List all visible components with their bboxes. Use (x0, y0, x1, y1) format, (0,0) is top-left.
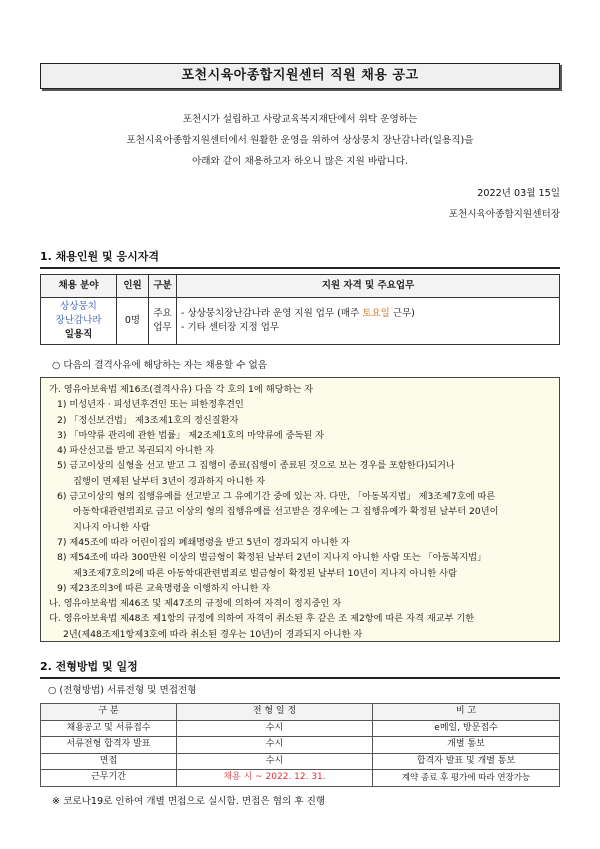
schedule-table (40, 703, 560, 787)
announcement-date: 2022년 03월 15일 (477, 188, 560, 199)
disqualification-note: ○ 다음의 결격사유에 해당하는 자는 채용할 수 없음 (52, 360, 268, 371)
disqualification-item: 8) 제54조에 따라 300만원 이상의 벌금형이 확정된 날부터 2년이 지나지 아니한 사람 또는 「아동복지법」 (57, 552, 487, 564)
header-qualification: 지원 자격 및 주요업무 (177, 275, 560, 298)
intro-line: 아래와 같이 채용하고자 하오니 많은 지원 바랍니다. (192, 156, 408, 167)
recruitment-table (40, 274, 560, 345)
duty-line (181, 307, 559, 321)
disqualification-item: 6) 금고이상의 형의 집행유예를 선고받고 그 유예기간 중에 있는 자. 다만, 「아동복지법」 제3조제7호에 따른 (57, 491, 496, 503)
duty-line: - 기타 센터장 지정 업무 (181, 322, 280, 333)
duty-cell (177, 298, 560, 345)
note-cell: 개별 통보 (373, 737, 560, 754)
header-schedule: 전 형 일 정 (177, 704, 373, 721)
disqualification-item: 집행이 면제된 날부터 3년이 경과하지 아니한 자 (73, 475, 265, 487)
schedule-cell: 수시 (177, 737, 373, 754)
category-line: 업무 (153, 322, 172, 333)
intro-paragraph (40, 109, 560, 172)
step-cell: 면접 (41, 753, 177, 770)
step-cell: 채용공고 및 서류접수 (41, 720, 177, 737)
note-cell: e메일, 방문접수 (373, 720, 560, 737)
disqualification-item: 5) 금고이상의 실형을 선고 받고 그 집행이 종료(집행이 종료된 것으로 보는 경우를 포함한다)되거나 (57, 460, 455, 472)
disqualification-item: 7) 제45조에 따라 어린이집의 폐쇄명령을 받고 5년이 경과되지 아니한 자 (57, 536, 350, 548)
disqualification-item: 2) 「정신보건법」 제3조제1호의 정신질환자 (57, 414, 239, 426)
disqualification-item: 4) 파산선고를 받고 복권되지 아니한 자 (57, 445, 215, 457)
header-note: 비 고 (373, 704, 560, 721)
table-header-row (41, 704, 560, 721)
disqualification-item: 다. 영유아보육법 제48조 제1항의 규정에 의하여 자격이 취소된 후 같은 조 제2항에 따른 자격 재교부 기한 (49, 613, 475, 625)
step-cell: 근무기간 (41, 770, 177, 787)
note-cell: 계약 종료 후 평가에 따라 연장가능 (373, 770, 560, 787)
table-row (41, 753, 560, 770)
duty1-suffix: 근무) (389, 308, 415, 320)
disqualification-item: 3) 「마약류 관리에 관한 법률」 제2조제1호의 마약류에 중독된 자 (57, 429, 324, 441)
disqualification-item: 가. 영유아보육법 제16조(결격사유) 다음 각 호의 1에 해당하는 자 (49, 384, 313, 395)
note-cell: 합격자 발표 및 개별 통보 (373, 753, 560, 770)
table-row (41, 737, 560, 754)
page-title (40, 63, 560, 89)
field-line: 상상뭉치 (60, 301, 97, 313)
disqualification-item: 지나지 아니한 사람 (73, 521, 150, 533)
category-line: 주요 (153, 308, 172, 320)
section2-heading: 2. 전형방법 및 일정 (40, 659, 560, 679)
step-cell: 서류전형 합격자 발표 (41, 737, 177, 754)
count-cell: 0명 (117, 298, 149, 345)
duty1-highlight: 토요일 (362, 308, 390, 320)
disqualification-item: 1) 미성년자 · 피성년후견인 또는 피한정후견인 (57, 399, 244, 411)
disqualification-item: 아동학대관련범죄로 금고 이상의 형의 집행유예를 선고받은 경우에는 그 집행유예가 확정된 날부터 20년이 (73, 506, 499, 518)
disqualification-item: 제3조제7호의2에 따른 아동학대관련범죄로 벌금형이 확정된 날부터 10년이 지나지 아니한 사람 (73, 567, 457, 579)
table-row (41, 720, 560, 737)
disqualification-box (40, 377, 560, 642)
footnote: ※ 코로나19로 인하여 개별 면접으로 실시함. 면접은 협의 후 진행 (52, 796, 326, 807)
header-category: 구분 (149, 275, 177, 298)
category-cell (149, 298, 177, 345)
table-row (41, 298, 560, 345)
table-header-row (41, 275, 560, 298)
duty1-prefix: - 상상뭉치장난감나라 운영 지원 업무 (매주 (181, 308, 363, 320)
page-title-text: 포천시육아종합지원센터 직원 채용 공고 (181, 67, 419, 83)
header-field: 채용 분야 (41, 275, 117, 298)
schedule-cell: 수시 (177, 753, 373, 770)
issuer: 포천시육아종합지원센터장 (448, 209, 560, 220)
schedule-cell: 채용 시 ~ 2022. 12. 31. (177, 770, 373, 787)
intro-line: 포천시가 설립하고 사랑교육복지재단에서 위탁 운영하는 (182, 114, 418, 125)
date-block (449, 183, 560, 225)
disqualification-item: 나. 영유아보육법 제46조 및 제47조의 규정에 의하여 자격이 정지중인 자 (49, 598, 342, 610)
field-line: 일용직 (64, 328, 93, 340)
disqualification-item: 2년(제48조제1항제3호에 따라 취소된 경우는 10년)이 경과되지 아니한 자 (63, 628, 363, 640)
field-cell (41, 298, 117, 345)
header-step: 구 분 (41, 704, 177, 721)
section1-heading: 1. 채용인원 및 응시자격 (40, 249, 560, 269)
intro-line: 포천시육아종합지원센터에서 원활한 운영을 위하여 상상뭉치 장난감나라(일용직)을 (126, 135, 474, 146)
selection-method: ○ (전형방법) 서류전형 및 면접전형 (48, 685, 197, 696)
field-line: 장난감나라 (55, 315, 102, 327)
schedule-cell: 수시 (177, 720, 373, 737)
header-count: 인원 (117, 275, 149, 298)
table-row (41, 770, 560, 787)
disqualification-item: 9) 제23조의3에 따른 교육명령을 이행하지 아니한 자 (57, 582, 271, 594)
